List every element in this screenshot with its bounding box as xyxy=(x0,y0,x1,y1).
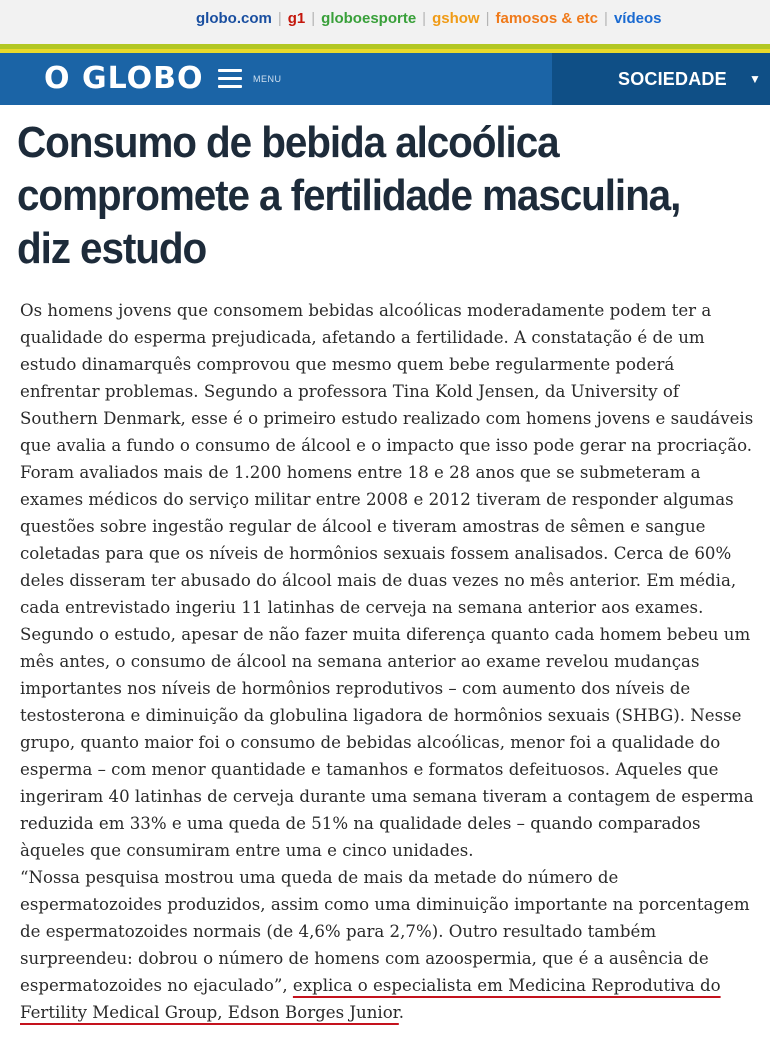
separator: | xyxy=(485,10,490,27)
article-paragraph: Os homens jovens que consomem bebidas alcoólicas moderadamente podem ter a qualidade do esperma prejudicada, afetando a fertilidade. A constatação é de um estudo dinamarquês comprovou que mesmo quem bebe regularmente poderá enfrentar problemas. Segundo a professora Tina Kold Jensen, da University of Southern Denmark, esse é o primeiro estudo realizado com homens jovens e saudáveis que avalia a fundo o consumo de álcool e o impacto que isso pode gerar na procriação. xyxy=(20,301,754,455)
hamburger-icon xyxy=(218,69,242,89)
quote-end: . xyxy=(398,1003,405,1022)
portal-link-g1[interactable]: g1 xyxy=(287,10,306,27)
portal-link-globo[interactable]: globo.com xyxy=(196,10,272,27)
section-label: SOCIEDADE xyxy=(618,69,727,89)
article-quote-paragraph xyxy=(20,864,754,1026)
article-paragraph: Foram avaliados mais de 1.200 homens entre 18 e 28 anos que se submeteram a exames médicos do serviço militar entre 2008 e 2012 tiveram de responder algumas questões sobre ingestão regular de álcool e tiveram amostras de sêmen e sangue coletadas para que os níveis de hormônios sexuais fossem analisados. Cerca de 60% deles disseram ter abusado do álcool mais de duas vezes no mês anterior. Em média, cada entrevistado ingeriu 11 latinhas de cerveja na semana anterior aos exames. xyxy=(20,463,737,617)
site-header xyxy=(0,53,770,105)
menu-label: MENU xyxy=(253,74,282,84)
article-body xyxy=(20,297,754,1026)
section-selector[interactable] xyxy=(552,53,770,105)
site-logo[interactable]: O GLOBO xyxy=(44,61,204,96)
portal-link-famosos[interactable]: famosos & etc xyxy=(495,10,599,27)
quote-attribution: explica o especialista em Medicina Reprodutiva do Fertility Medical Group, Edson Borges Junior xyxy=(20,976,721,1022)
portal-link-globoesporte[interactable]: globoesporte xyxy=(321,10,417,27)
separator: | xyxy=(277,10,282,27)
article-title: Consumo de bebida alcoólica compromete a fertilidade masculina, diz estudo xyxy=(17,118,681,273)
menu-button[interactable] xyxy=(216,67,288,91)
separator: | xyxy=(604,10,608,27)
separator: | xyxy=(422,10,427,27)
article-paragraph: Segundo o estudo, apesar de não fazer muita diferença quanto cada homem bebeu um mês antes, o consumo de álcool na semana anterior ao exame revelou mudanças importantes nos níveis de hormônios reprodutivos – com aumento dos níveis de testosterona e diminuição da globulina ligadora de hormônios sexuais (SHBG). Nesse grupo, quanto maior foi o consumo de bebidas alcoólicas, menor foi a qualidade do esperma – com menor quantidade e tamanhos e formatos defeituosos. Aqueles que ingeriram 40 latinhas de cerveja durante uma semana tiveram a contagem de esperma reduzida em 33% e uma queda de 51% na qualidade deles – quando comparados àqueles que consumiram entre uma e cinco unidades. xyxy=(20,625,754,860)
portal-nav-bar xyxy=(0,0,770,44)
portal-links xyxy=(196,10,661,27)
quote-text: “Nossa pesquisa mostrou uma queda de mais da metade do número de espermatozoides produzidos, assim como uma diminuição importante na porcentagem de espermatozoides normais (de 4,6% para 2,7%). Outro resultado também surpreendeu: dobrou o número de homens com azoospermia, que é a ausência de espermatozoides no ejaculado”, xyxy=(20,868,750,995)
portal-link-gshow[interactable]: gshow xyxy=(432,10,480,27)
portal-link-videos[interactable]: vídeos xyxy=(613,10,662,27)
caret-down-icon: ▼ xyxy=(749,72,761,86)
separator: | xyxy=(311,10,316,27)
